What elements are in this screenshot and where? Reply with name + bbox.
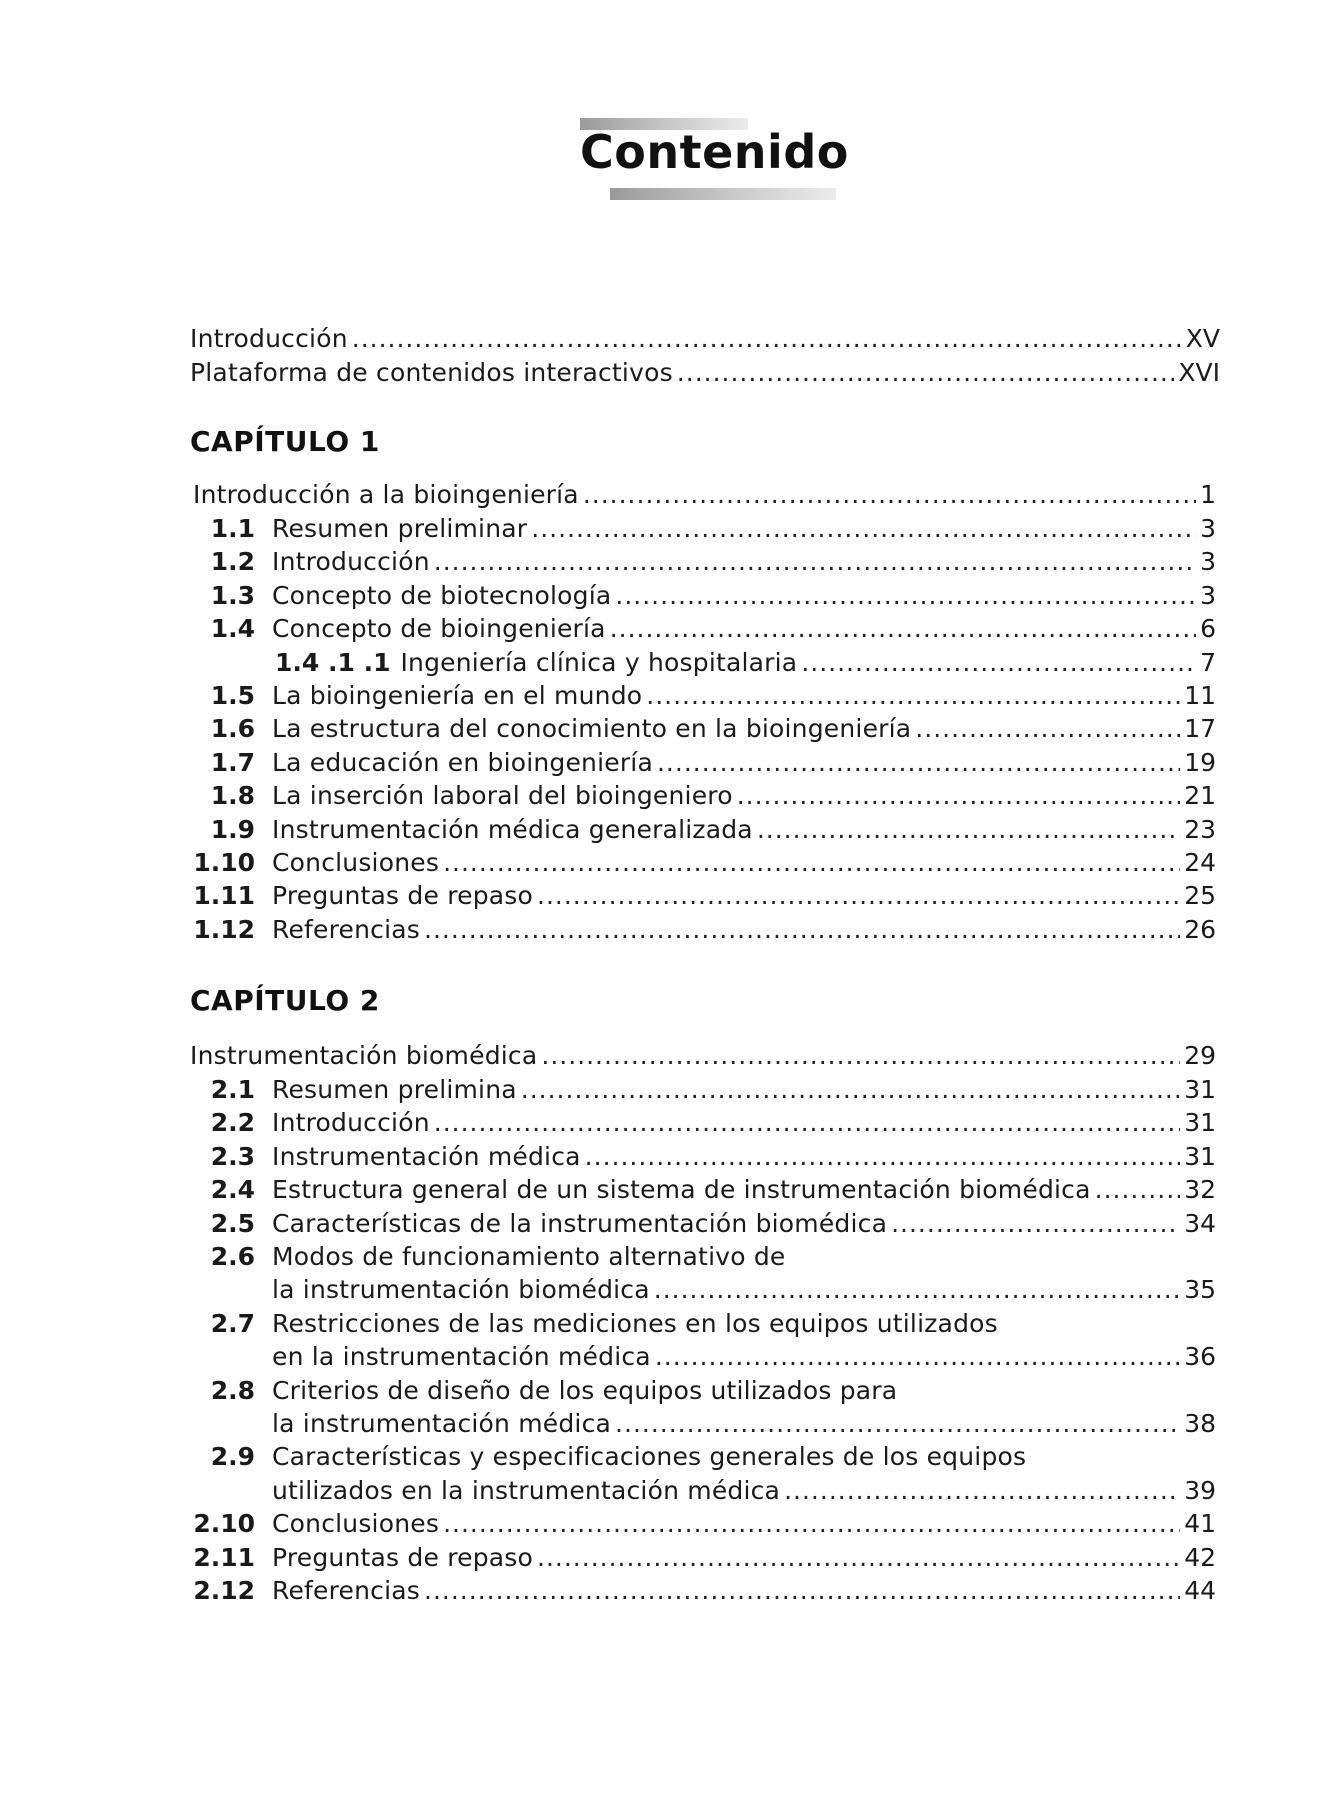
toc-entry[interactable] [0, 1307, 998, 1340]
leader-dots [434, 545, 1196, 578]
toc-entry-page: 31 [1184, 1108, 1216, 1138]
toc-entry-page: 7 [1200, 647, 1216, 677]
toc-entry-number: 1.5 [210, 681, 255, 710]
toc-entry-page: 44 [1184, 1576, 1216, 1605]
toc-entry-label: La inserción laboral del bioingeniero [272, 781, 733, 811]
toc-entry-number: 1.12 [193, 914, 255, 944]
toc-entry-page: 1 [1200, 480, 1216, 509]
toc-entry-label: Referencias [272, 1576, 421, 1605]
toc-entry-page: 42 [1184, 1542, 1216, 1572]
toc-entry-number: 1.10 [193, 848, 255, 877]
toc-entry-number: 2.7 [210, 1308, 255, 1338]
leader-dots [737, 779, 1180, 812]
toc-entry[interactable] [0, 1541, 1216, 1574]
toc-entry[interactable] [0, 913, 1216, 946]
toc-entry-label: Plataforma de contenidos interactivos [190, 358, 673, 387]
toc-entry-page: 35 [1184, 1275, 1216, 1305]
leader-dots [677, 356, 1175, 389]
toc-entry-continuation[interactable] [272, 1273, 1216, 1306]
toc-entry[interactable] [0, 1106, 1216, 1139]
leader-dots [583, 478, 1196, 511]
leader-dots [615, 579, 1196, 612]
toc-entry-number: 2.1 [210, 1075, 255, 1104]
toc-entry-label: Preguntas de repaso [272, 1542, 534, 1572]
toc-entry-number: 2.8 [210, 1375, 255, 1405]
toc-entry-number: 2.11 [193, 1542, 255, 1572]
leader-dots [657, 746, 1180, 779]
leader-dots [610, 612, 1196, 645]
toc-entry-page: 6 [1200, 614, 1216, 644]
leader-dots [443, 1507, 1180, 1540]
toc-entry-continuation[interactable] [272, 1340, 1216, 1373]
toc-entry-label: La bioingeniería en el mundo [272, 681, 643, 710]
toc-entry[interactable] [0, 746, 1216, 779]
toc-entry-label: Resumen preliminar [272, 514, 528, 543]
chapter-1-heading: CAPÍTULO 1 [190, 425, 380, 458]
toc-entry[interactable] [0, 779, 1216, 812]
toc-entry-label: Estructura general de un sistema de instrumentación biomédica [272, 1175, 1091, 1205]
toc-entry[interactable] [0, 1440, 1026, 1473]
toc-entry-label-continuation: en la instrumentación médica [272, 1342, 651, 1372]
title-block [580, 118, 849, 202]
leader-dots [521, 1073, 1180, 1106]
toc-entry-page: 21 [1184, 781, 1216, 811]
leader-dots [801, 646, 1196, 679]
toc-entry-label: Referencias [272, 914, 421, 944]
toc-entry[interactable] [0, 512, 1216, 545]
toc-entry-number: 1.9 [210, 814, 255, 844]
toc-entry-label: Instrumentación biomédica [190, 1041, 538, 1070]
chapter-2-intro-entry[interactable] [190, 1039, 1216, 1072]
toc-entry-number: 1.2 [210, 547, 255, 577]
toc-entry[interactable] [0, 712, 1216, 745]
toc-entry-page: 31 [1184, 1075, 1216, 1104]
toc-entry-label: Restricciones de las mediciones en los equipos utilizados [272, 1308, 998, 1338]
toc-entry-label: Introducción a la bioingeniería [193, 480, 579, 509]
leader-dots [891, 1207, 1180, 1240]
toc-entry-label: Introducción [272, 547, 430, 577]
leader-dots [541, 1039, 1180, 1072]
toc-entry-page: 31 [1184, 1141, 1216, 1171]
leader-dots [537, 879, 1180, 912]
toc-entry[interactable] [0, 1240, 786, 1273]
toc-entry-page: XV [1185, 324, 1220, 353]
toc-entry-label-continuation: la instrumentación biomédica [272, 1275, 650, 1305]
toc-entry-label: La educación en bioingeniería [272, 747, 653, 777]
leader-dots [784, 1474, 1180, 1507]
toc-entry-number: 2.4 [210, 1175, 255, 1205]
toc-entry-number: 2.3 [210, 1141, 255, 1171]
chapter-2-heading: CAPÍTULO 2 [190, 984, 380, 1017]
toc-entry-label: Preguntas de repaso [272, 881, 534, 911]
toc-entry-number: 2.6 [210, 1242, 255, 1271]
toc-entry-page: 41 [1184, 1509, 1216, 1539]
leader-dots [424, 913, 1180, 946]
toc-entry-number: 1.7 [210, 747, 255, 777]
toc-entry[interactable] [0, 813, 1216, 846]
toc-entry-number: 1.4 .1 .1 [275, 647, 391, 677]
toc-entry[interactable] [0, 1574, 1216, 1607]
leader-dots [537, 1541, 1180, 1574]
toc-entry-introduccion[interactable] [190, 322, 1220, 355]
toc-entry-continuation[interactable] [272, 1407, 1216, 1440]
toc-entry-label: Modos de funcionamiento alternativo de [272, 1242, 786, 1271]
toc-entry-page: 26 [1184, 914, 1216, 944]
leader-dots [646, 679, 1180, 712]
toc-entry-page: 38 [1184, 1409, 1216, 1438]
toc-entry-label: Instrumentación médica generalizada [272, 814, 753, 844]
chapter-1-intro-entry[interactable] [193, 478, 1216, 511]
toc-entry-number: 1.1 [210, 514, 255, 543]
leader-dots [915, 712, 1180, 745]
toc-entry[interactable] [0, 1173, 1216, 1206]
toc-entry[interactable] [0, 1073, 1216, 1106]
leader-dots [655, 1340, 1180, 1373]
toc-entry-page: 3 [1200, 547, 1216, 577]
toc-entry[interactable] [0, 1374, 897, 1407]
toc-entry-page: 3 [1200, 580, 1216, 610]
toc-entry-page: 25 [1184, 881, 1216, 911]
toc-entry-number: 2.12 [193, 1576, 255, 1605]
toc-entry-label-continuation: utilizados en la instrumentación médica [272, 1475, 781, 1505]
toc-entry-page: XVI [1178, 358, 1220, 387]
toc-entry-number: 2.2 [210, 1108, 255, 1138]
toc-entry-label: Criterios de diseño de los equipos utilizados para [272, 1375, 898, 1405]
toc-subentry[interactable] [0, 646, 1216, 679]
leader-dots [1095, 1173, 1181, 1206]
toc-entry[interactable] [0, 846, 1216, 879]
leader-dots [531, 512, 1196, 545]
toc-entry-label: Características de la instrumentación biomédica [272, 1208, 888, 1238]
toc-entry[interactable] [0, 579, 1216, 612]
leader-dots [352, 322, 1182, 355]
toc-entry-page: 23 [1184, 814, 1216, 844]
toc-entry-label: Ingeniería clínica y hospitalaria [400, 647, 798, 677]
page-title: Contenido [580, 125, 849, 179]
toc-entry-plataforma[interactable] [190, 356, 1220, 389]
toc-entry-number: 1.8 [210, 781, 255, 811]
toc-entry-page: 17 [1184, 714, 1216, 744]
toc-entry-label: Resumen prelimina [272, 1075, 517, 1104]
toc-entry-continuation[interactable] [272, 1474, 1216, 1507]
leader-dots [757, 813, 1180, 846]
toc-entry-label: Instrumentación médica [272, 1141, 581, 1171]
toc-entry-label: La estructura del conocimiento en la bioingeniería [272, 714, 912, 744]
toc-entry-page: 32 [1184, 1175, 1216, 1205]
leader-dots [654, 1273, 1180, 1306]
toc-entry-page: 11 [1184, 681, 1216, 710]
toc-entry[interactable] [0, 1207, 1216, 1240]
toc-entry-label: Conclusiones [272, 848, 440, 877]
toc-entry-page: 39 [1184, 1475, 1216, 1505]
toc-entry-number: 1.11 [193, 881, 255, 911]
toc-entry[interactable] [0, 545, 1216, 578]
toc-entry-page: 36 [1184, 1342, 1216, 1372]
toc-entry-page: 29 [1184, 1041, 1216, 1070]
toc-entry-number: 1.6 [210, 714, 255, 744]
toc-entry-label: Introducción [190, 324, 348, 353]
toc-entry[interactable] [0, 612, 1216, 645]
leader-dots [615, 1407, 1180, 1440]
toc-entry-label: Introducción [272, 1108, 430, 1138]
leader-dots [443, 846, 1180, 879]
toc-entry-number: 1.3 [210, 580, 255, 610]
toc-entry[interactable] [0, 679, 1216, 712]
toc-entry-label: Características y especificaciones generales de los equipos [272, 1442, 1027, 1472]
leader-dots [424, 1574, 1180, 1607]
toc-entry[interactable] [0, 879, 1216, 912]
toc-entry-label: Concepto de biotecnología [272, 580, 612, 610]
toc-entry-number: 1.4 [210, 614, 255, 644]
leader-dots [434, 1106, 1180, 1139]
toc-entry-page: 19 [1184, 747, 1216, 777]
leader-dots [585, 1140, 1181, 1173]
toc-entry[interactable] [0, 1140, 1216, 1173]
toc-entry-page: 3 [1200, 514, 1216, 543]
toc-entry-number: 2.5 [210, 1208, 255, 1238]
toc-entry[interactable] [0, 1507, 1216, 1540]
title-decor-bar-bottom [610, 188, 836, 200]
toc-entry-number: 2.9 [210, 1442, 255, 1472]
toc-entry-page: 34 [1184, 1208, 1216, 1238]
toc-entry-number: 2.10 [193, 1509, 255, 1539]
toc-entry-label: Conclusiones [272, 1509, 440, 1539]
toc-entry-page: 24 [1184, 848, 1216, 877]
toc-entry-label-continuation: la instrumentación médica [272, 1409, 612, 1438]
toc-entry-label: Concepto de bioingeniería [272, 614, 606, 644]
